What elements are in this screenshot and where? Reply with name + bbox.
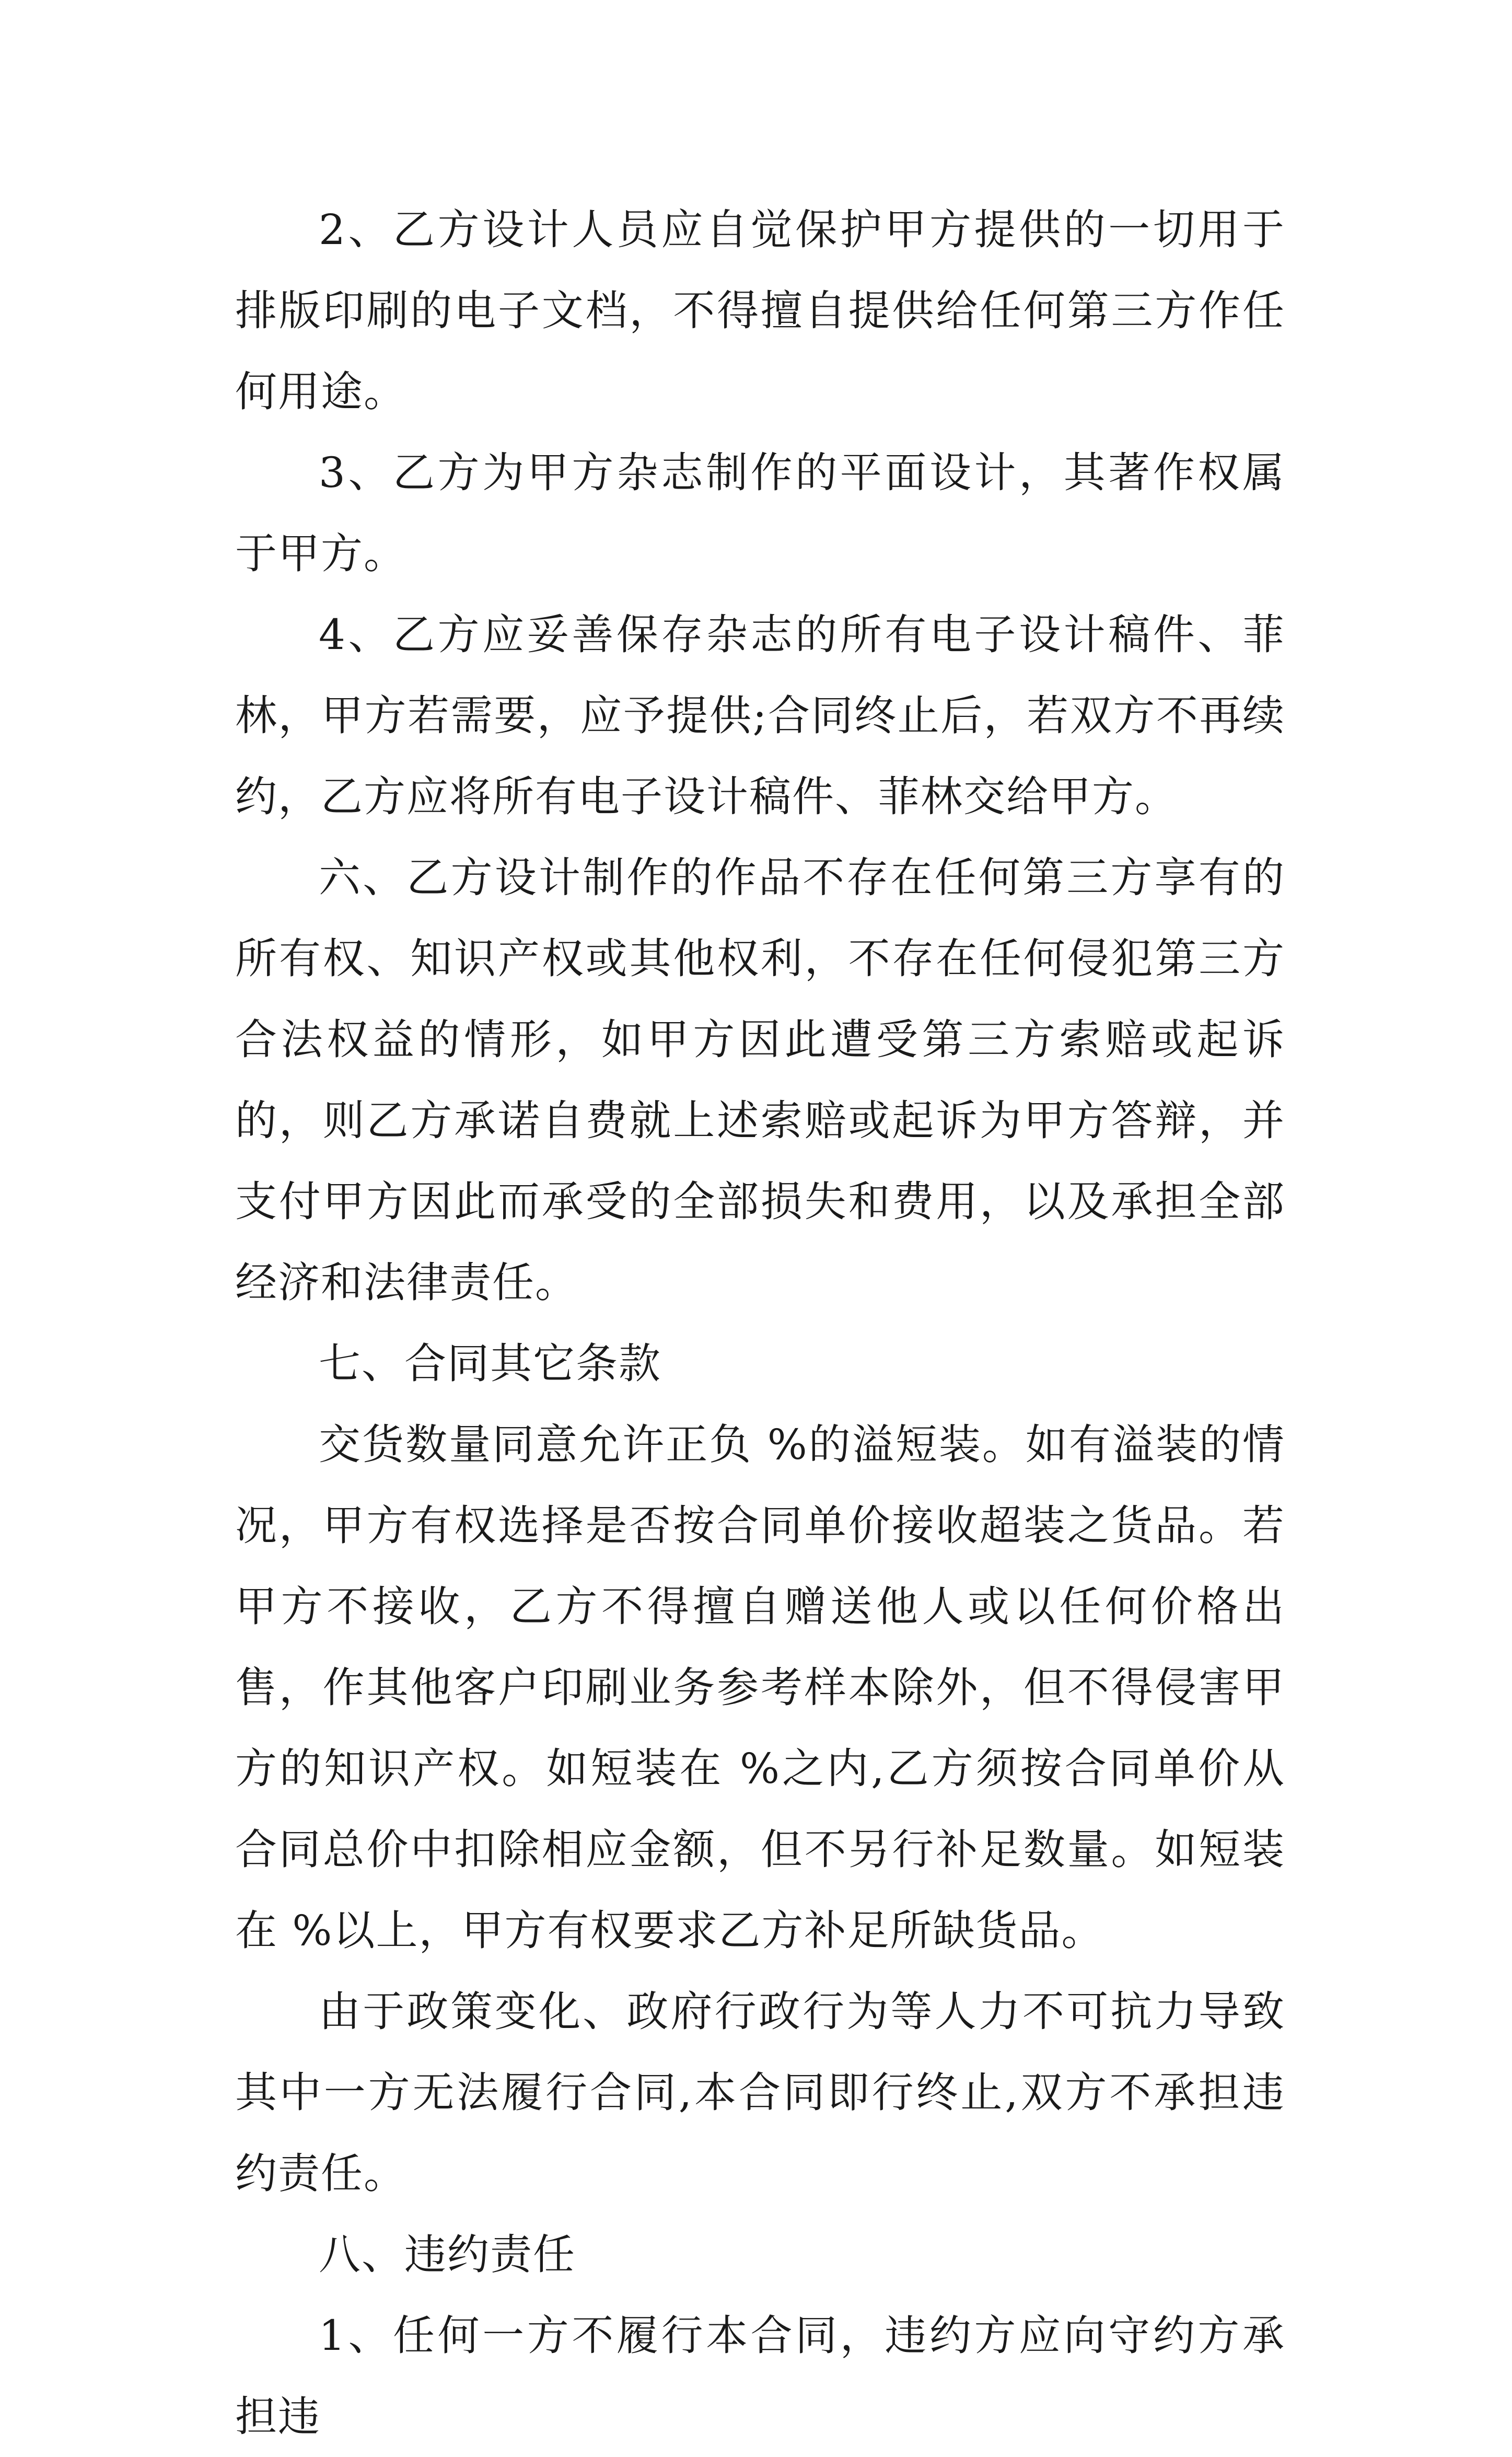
- section-heading-7: 七、合同其它条款: [319, 1339, 661, 1388]
- paragraph-force-majeure: 由于政策变化、政府行政行为等人力不可抗力导致其中一方无法履行合同,本合同即行终止,双方不承担违约责任。: [235, 1987, 1285, 2198]
- section-heading-8: 八、违约责任: [319, 2230, 576, 2279]
- document-body: [235, 189, 1285, 2457]
- paragraph-clause-4: 4、乙方应妥善保存杂志的所有电子设计稿件、菲林，甲方若需要，应予提供;合同终止后，若双方不再续约，乙方应将所有电子设计稿件、菲林交给甲方。: [235, 610, 1285, 821]
- paragraph-delivery-quantity: 交货数量同意允许正负 %的溢短装。如有溢装的情况，甲方有权选择是否按合同单价接收超装之货品。若甲方不接收，乙方不得擅自赠送他人或以任何价格出售，作其他客户印刷业务参考样本除外，但不得侵害甲方的知识产权。如短装在 %之内,乙方须按合同单价从合同总价中扣除相应金额，但不另行补足数量。如短装在 %以上，甲方有权要求乙方补足所缺货品。: [235, 1420, 1285, 1955]
- paragraph-clause-2: 2、乙方设计人员应自觉保护甲方提供的一切用于排版印刷的电子文档，不得擅自提供给任何第三方作任何用途。: [235, 205, 1285, 416]
- paragraph-section-6: 六、乙方设计制作的作品不存在任何第三方享有的所有权、知识产权或其他权利，不存在任何侵犯第三方合法权益的情形，如甲方因此遭受第三方索赔或起诉的，则乙方承诺自费就上述索赔或起诉为甲方答辩，并支付甲方因此而承受的全部损失和费用，以及承担全部经济和法律责任。: [235, 853, 1285, 1307]
- paragraph-breach-1: 1、任何一方不履行本合同，违约方应向守约方承担违: [235, 2311, 1285, 2441]
- paragraph-clause-3: 3、乙方为甲方杂志制作的平面设计，其著作权属于甲方。: [235, 448, 1285, 578]
